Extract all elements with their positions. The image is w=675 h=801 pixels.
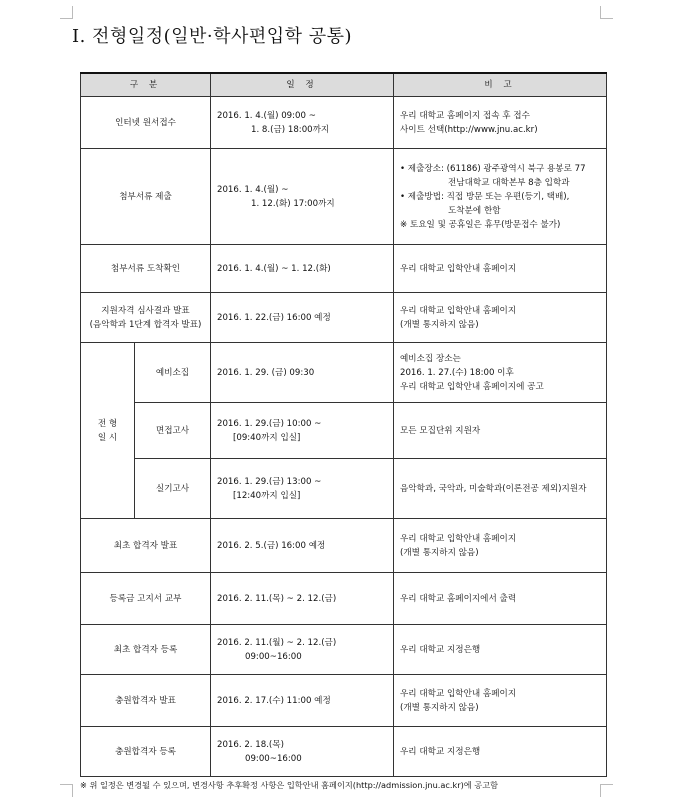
- schedule-table: [80, 72, 607, 777]
- table-row: [81, 403, 607, 459]
- schedule-line: 2016. 1. 29.(금) 13:00 ~: [217, 476, 322, 487]
- row-category: [81, 293, 211, 343]
- schedule-line: 2016. 2. 11.(월) ~ 2. 12.(금): [217, 637, 337, 648]
- row-category: 첨부서류 도착확인: [81, 245, 211, 293]
- row-schedule: [211, 403, 394, 459]
- table-header-row: [81, 73, 607, 97]
- row-remarks: [394, 97, 607, 149]
- row-category: 최초 합격자 발표: [81, 519, 211, 573]
- row-remarks: 우리 대학교 입학안내 홈페이지: [394, 245, 607, 293]
- row-schedule: [211, 149, 394, 245]
- page-corner-mark: [600, 6, 613, 19]
- schedule-line: 1. 8.(금) 18:00까지: [251, 124, 330, 135]
- group-line: 전 형: [97, 418, 118, 429]
- row-schedule: 2016. 1. 29. (금) 09:30: [211, 343, 394, 403]
- table-row: [81, 625, 607, 675]
- row-category: 등록금 고지서 교부: [81, 573, 211, 625]
- row-schedule: 2016. 2. 11.(목) ~ 2. 12.(금): [211, 573, 394, 625]
- row-category: 면접고사: [135, 403, 211, 459]
- schedule-line: 2016. 1. 4.(월) 09:00 ~: [217, 110, 316, 121]
- row-remarks: [394, 293, 607, 343]
- remark-line: • 제출장소: (61186) 광주광역시 북구 용봉로 77: [400, 163, 586, 174]
- row-remarks: [394, 149, 607, 245]
- header-remarks: 비 고: [394, 73, 607, 97]
- footnote: ※ 위 일정은 변경될 수 있으며, 변경사항 추후확정 사항은 입학안내 홈페이지(http://admission.jnu.ac.kr)에 공고함: [80, 780, 499, 790]
- remark-line: 우리 대학교 입학안내 홈페이지에 공고: [400, 381, 544, 392]
- row-remarks: 음악학과, 국악과, 미술학과(이론전공 제외)지원자: [394, 459, 607, 519]
- row-remarks: 우리 대학교 홈페이지에서 출력: [394, 573, 607, 625]
- table-row: [81, 293, 607, 343]
- table-row: [81, 459, 607, 519]
- row-remarks: 우리 대학교 지정은행: [394, 727, 607, 777]
- row-schedule: 2016. 2. 5.(금) 16:00 예정: [211, 519, 394, 573]
- page-corner-mark: [60, 6, 73, 19]
- table-row: [81, 675, 607, 727]
- table-row: [81, 573, 607, 625]
- schedule-line: 09:00~16:00: [245, 753, 302, 764]
- row-schedule: [211, 625, 394, 675]
- row-remarks: [394, 519, 607, 573]
- category-line: 지원자격 심사결과 발표: [101, 305, 190, 316]
- schedule-line: 1. 12.(화) 17:00까지: [251, 198, 335, 209]
- row-category: 예비소집: [135, 343, 211, 403]
- row-category: 실기고사: [135, 459, 211, 519]
- remark-line: (개별 통지하지 않음): [400, 547, 479, 558]
- remark-line: 우리 대학교 입학안내 홈페이지: [400, 305, 517, 316]
- remark-line: 사이트 선택(http://www.jnu.ac.kr): [400, 124, 538, 135]
- remark-line: (개별 통지하지 않음): [400, 319, 479, 330]
- row-category: 충원합격자 발표: [81, 675, 211, 727]
- group-label: [81, 343, 135, 519]
- schedule-line: 09:00~16:00: [245, 651, 302, 662]
- row-schedule: [211, 97, 394, 149]
- table-row: [81, 245, 607, 293]
- page-corner-mark: [600, 784, 613, 797]
- schedule-line: 2016. 2. 18.(목): [217, 739, 284, 750]
- schedule-line: 2016. 1. 29.(금) 10:00 ~: [217, 418, 322, 429]
- table-row: [81, 519, 607, 573]
- header-schedule: 일 정: [211, 73, 394, 97]
- remark-line: 전남대학교 대학본부 8층 입학과: [448, 177, 570, 188]
- remark-line: 예비소집 장소는: [400, 353, 461, 364]
- remark-line: (개별 통지하지 않음): [400, 702, 479, 713]
- remark-line: 2016. 1. 27.(수) 18:00 이후: [400, 367, 514, 378]
- remark-line: 우리 대학교 입학안내 홈페이지: [400, 688, 517, 699]
- row-schedule: [211, 727, 394, 777]
- remark-line: • 제출방법: 직접 방문 또는 우편(등기, 택배),: [400, 191, 570, 202]
- remark-line: 우리 대학교 입학안내 홈페이지: [400, 533, 517, 544]
- schedule-line: [09:40까지 입실]: [233, 432, 301, 443]
- category-line: (음악학과 1단계 합격자 발표): [89, 319, 202, 330]
- row-remarks: 우리 대학교 지정은행: [394, 625, 607, 675]
- table-row: [81, 727, 607, 777]
- row-schedule: [211, 459, 394, 519]
- row-schedule: 2016. 1. 22.(금) 16:00 예정: [211, 293, 394, 343]
- table-row: [81, 343, 607, 403]
- remark-line: 우리 대학교 홈페이지 접속 후 접수: [400, 110, 530, 121]
- remark-line: 도착분에 한함: [448, 205, 501, 216]
- page-title: Ⅰ. 전형일정(일반·학사편입학 공통): [72, 26, 353, 47]
- table-row: [81, 97, 607, 149]
- row-schedule: 2016. 1. 4.(월) ~ 1. 12.(화): [211, 245, 394, 293]
- page-corner-mark: [60, 784, 73, 797]
- remark-line: ※ 토요일 및 공휴일은 휴무(방문접수 불가): [400, 219, 561, 230]
- row-category: 첨부서류 제출: [81, 149, 211, 245]
- table-row: [81, 149, 607, 245]
- schedule-line: 2016. 1. 4.(월) ~: [217, 184, 289, 195]
- row-remarks: 모든 모집단위 지원자: [394, 403, 607, 459]
- group-line: 일 시: [97, 432, 118, 443]
- row-remarks: [394, 343, 607, 403]
- row-schedule: 2016. 2. 17.(수) 11:00 예정: [211, 675, 394, 727]
- row-category: 최초 합격자 등록: [81, 625, 211, 675]
- row-category: 인터넷 원서접수: [81, 97, 211, 149]
- schedule-line: [12:40까지 입실]: [233, 490, 301, 501]
- row-remarks: [394, 675, 607, 727]
- row-category: 충원합격자 등록: [81, 727, 211, 777]
- header-category: 구 분: [81, 73, 211, 97]
